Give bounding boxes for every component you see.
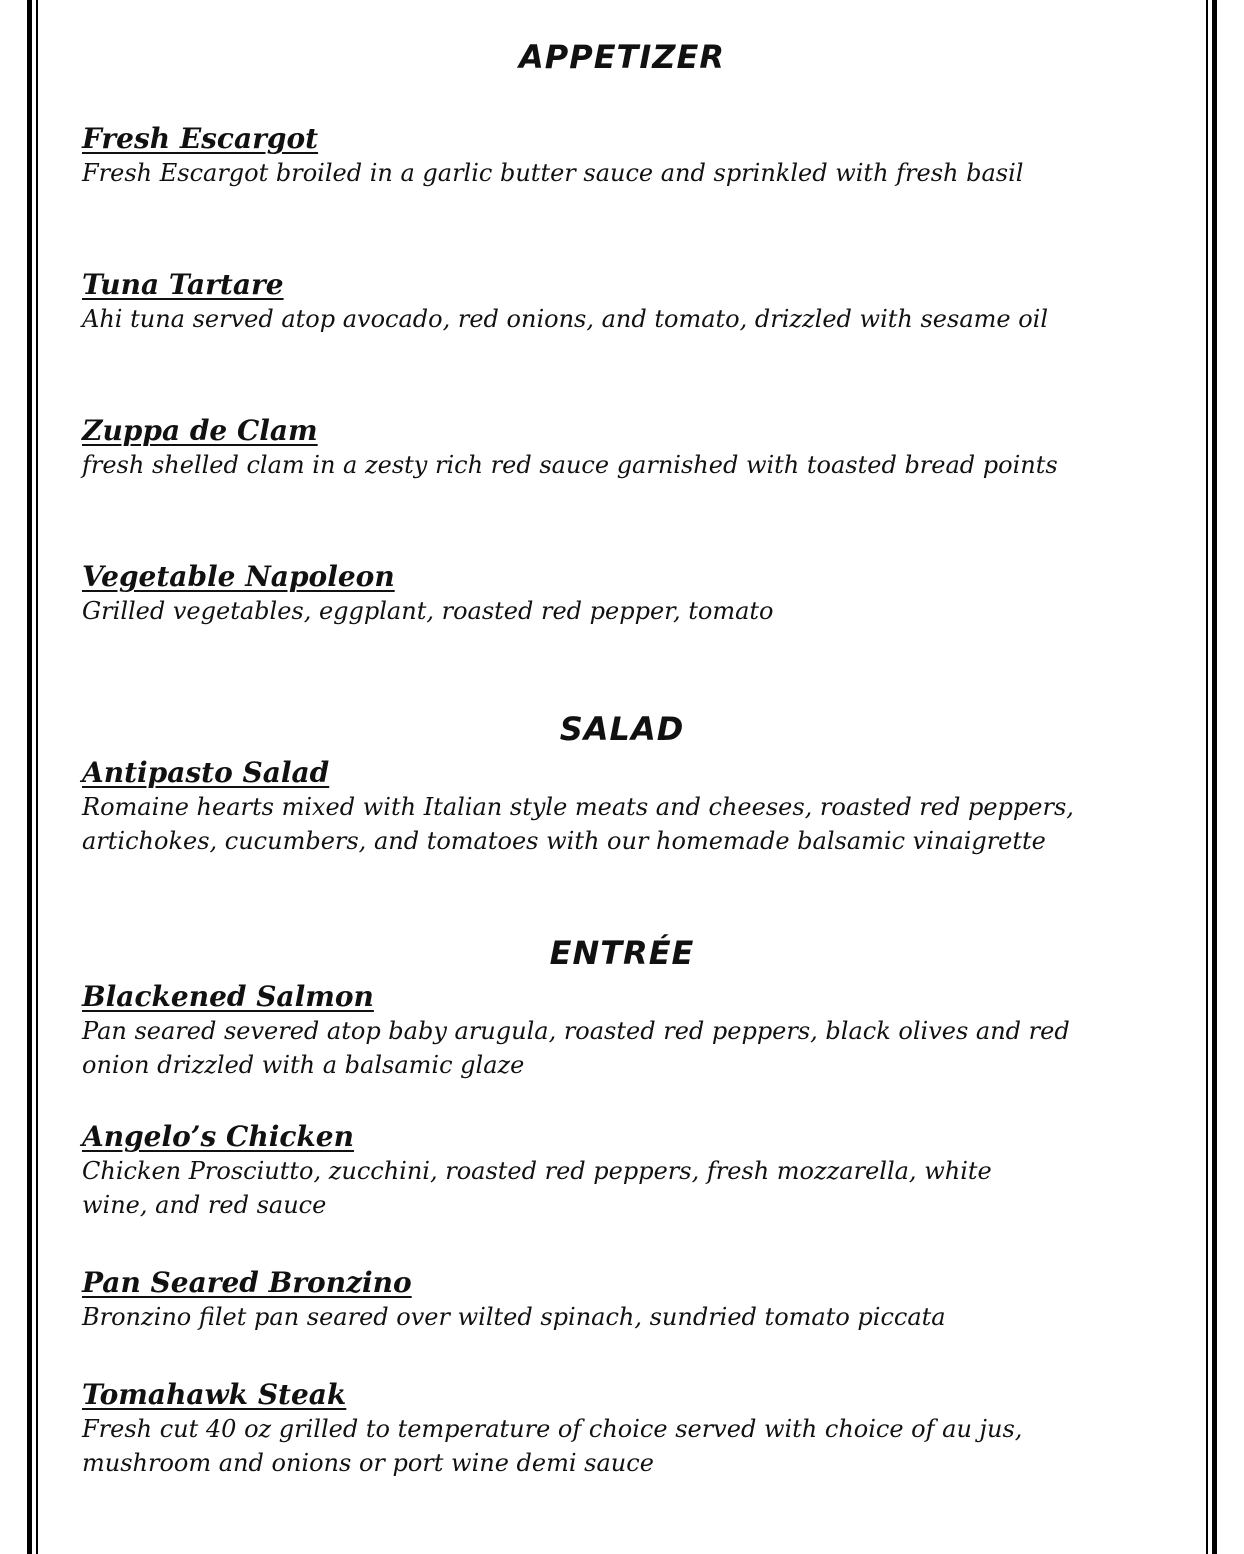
item-description: Chicken Prosciutto, zucchini, roasted red peppers, fresh mozzarella, white wine, and red sauce	[82, 1157, 992, 1219]
item-name: Tuna Tartare	[82, 268, 284, 301]
section-title-entree: ENTRÉE	[549, 934, 695, 972]
item-description: Fresh cut 40 oz grilled to temperature of choice served with choice of au jus, mushroom and onions or port wine demi sauce	[82, 1415, 1023, 1477]
item-description: Romaine hearts mixed with Italian style meats and cheeses, roasted red peppers, artichokes, cucumbers, and tomatoes with our homemade balsamic vinaigrette	[82, 793, 1074, 855]
menu-item-pan-seared-bronzino	[82, 1266, 1162, 1334]
menu-item-vegetable-napoleon	[82, 560, 1162, 628]
menu-item-fresh-escargot	[82, 122, 1162, 190]
item-name: Vegetable Napoleon	[82, 560, 395, 593]
item-name: Tomahawk Steak	[82, 1378, 347, 1411]
menu-item-antipasto-salad	[82, 756, 1162, 858]
item-name: Blackened Salmon	[82, 980, 374, 1013]
item-name: Pan Seared Bronzino	[82, 1266, 412, 1299]
item-description: fresh shelled clam in a zesty rich red sauce garnished with toasted bread points	[82, 451, 1058, 479]
menu-item-blackened-salmon	[82, 980, 1162, 1082]
section-title-salad: SALAD	[559, 710, 685, 748]
item-name: Fresh Escargot	[82, 122, 319, 155]
item-name: Antipasto Salad	[82, 756, 330, 789]
section-title-appetizer: APPETIZER	[519, 38, 725, 76]
menu-item-zuppa-de-clam	[82, 414, 1162, 482]
item-description: Grilled vegetables, eggplant, roasted red pepper, tomato	[82, 597, 774, 625]
item-name: Angelo’s Chicken	[82, 1120, 354, 1153]
menu-item-tuna-tartare	[82, 268, 1162, 336]
item-description: Fresh Escargot broiled in a garlic butter sauce and sprinkled with fresh basil	[82, 159, 1024, 187]
menu-item-tomahawk-steak	[82, 1378, 1162, 1480]
item-name: Zuppa de Clam	[82, 414, 318, 447]
item-description: Bronzino filet pan seared over wilted spinach, sundried tomato piccata	[82, 1303, 946, 1331]
menu-item-angelos-chicken	[82, 1120, 1162, 1222]
item-description: Ahi tuna served atop avocado, red onions, and tomato, drizzled with sesame oil	[82, 305, 1049, 333]
item-description: Pan seared severed atop baby arugula, roasted red peppers, black olives and red onion drizzled with a balsamic glaze	[82, 1017, 1070, 1079]
